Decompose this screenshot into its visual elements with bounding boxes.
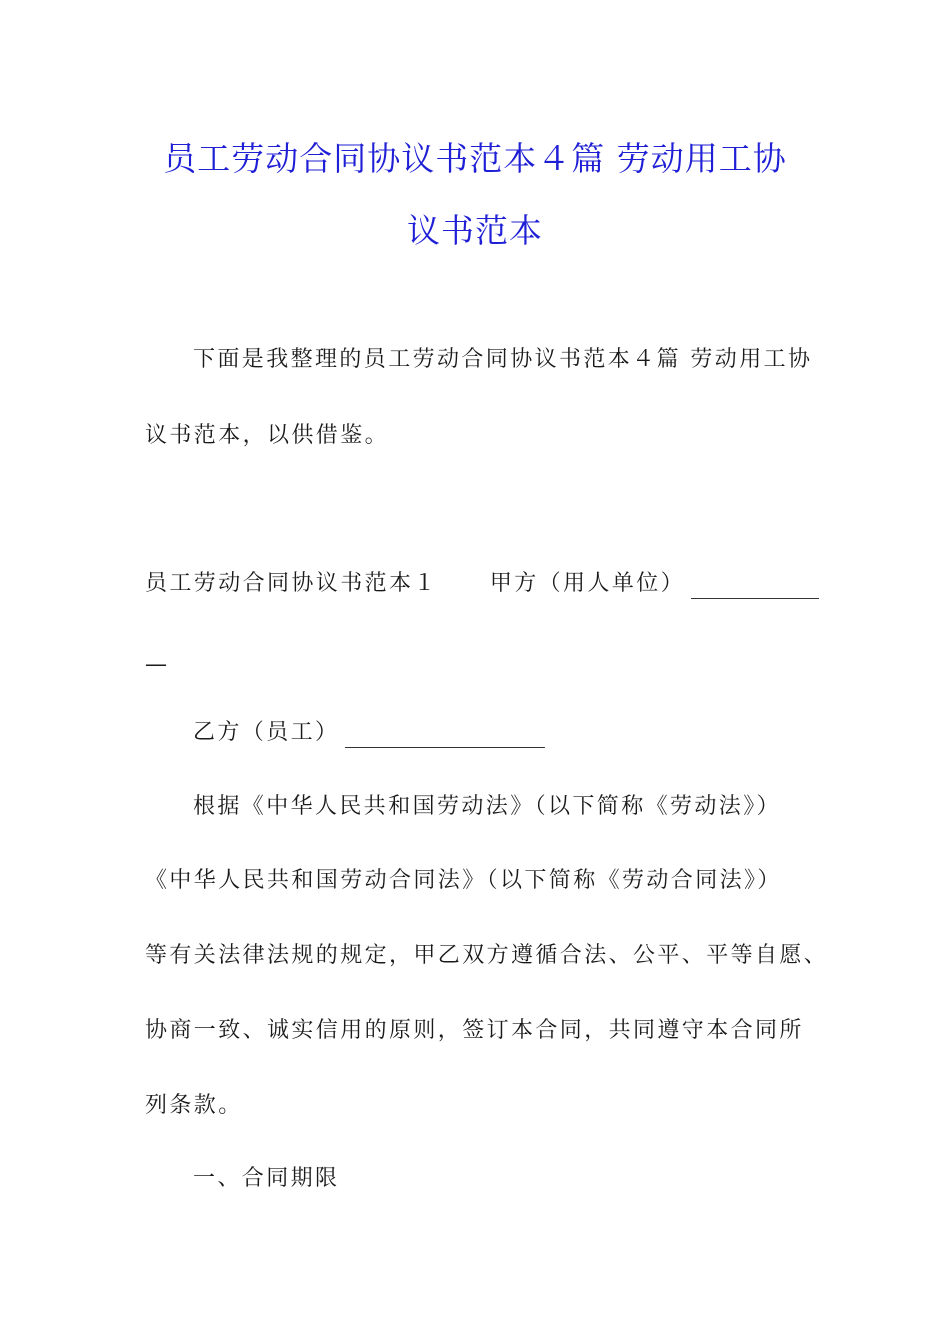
party-a-row	[145, 569, 819, 599]
paragraph-line-3: 等有关法律法规的规定，甲乙双方遵循合法、公平、平等自愿、	[145, 943, 829, 968]
party-a-blank-continued: —	[145, 652, 170, 677]
paragraph-line-5: 列条款。	[145, 1093, 243, 1118]
paragraph-line-4: 协商一致、诚实信用的原则，签订本合同，共同遵守本合同所	[145, 1018, 804, 1043]
party-a-blank	[691, 576, 819, 599]
party-b-label: 乙方（员工）	[193, 720, 340, 745]
intro-line-2: 议书范本，以供借鉴。	[145, 423, 390, 448]
document-title-line-2: 议书范本	[407, 211, 543, 250]
intro-line-1: 下面是我整理的员工劳动合同协议书范本４篇 劳动用工协	[193, 347, 813, 372]
paragraph-line-1: 根据《中华人民共和国劳动法》（以下简称《劳动法》）	[193, 794, 782, 819]
document-title-line-1: 员工劳动合同协议书范本４篇 劳动用工协	[163, 139, 787, 178]
paragraph-line-2: 《中华人民共和国劳动合同法》（以下简称《劳动合同法》）	[145, 868, 782, 893]
party-a-label: 甲方（用人单位）	[489, 571, 686, 596]
party-b-blank	[345, 725, 545, 748]
clause-1-heading: 一、合同期限	[193, 1166, 340, 1191]
party-b-row	[193, 718, 545, 748]
section-1-heading: 员工劳动合同协议书范本１	[145, 571, 438, 596]
